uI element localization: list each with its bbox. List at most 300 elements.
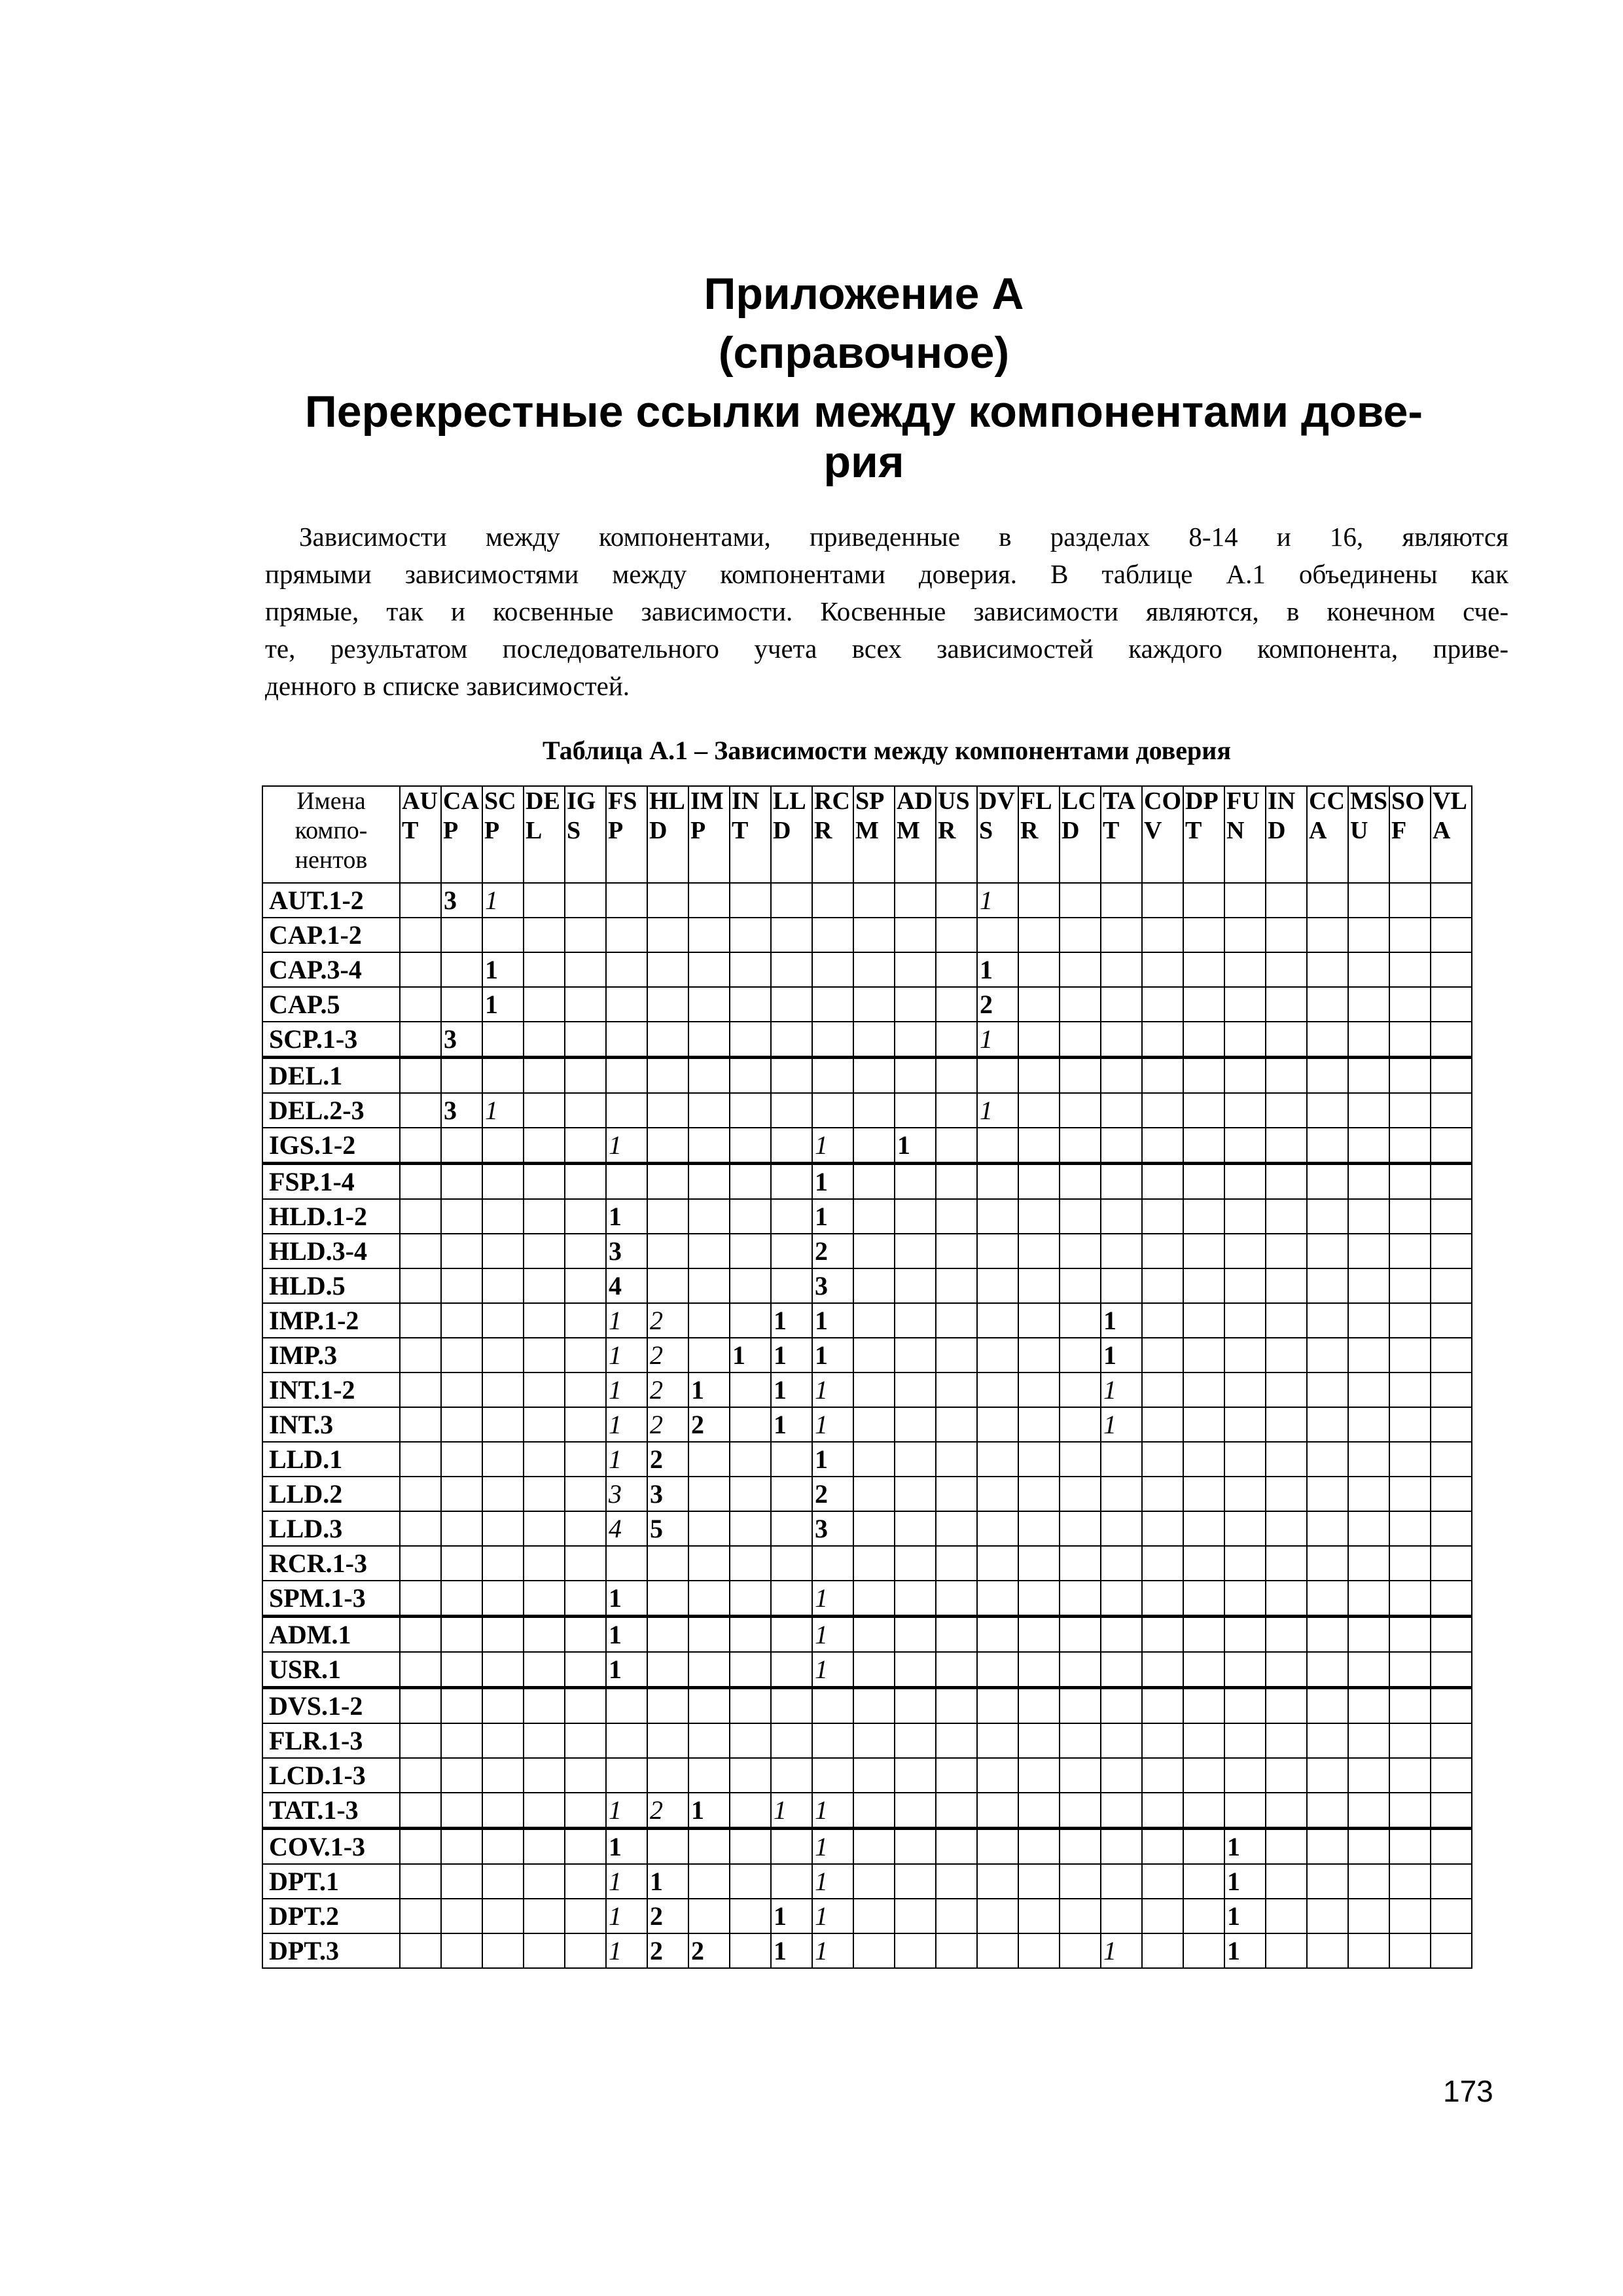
- table-cell: 1: [606, 1372, 647, 1407]
- table-cell: [1060, 1829, 1101, 1865]
- table-cell: [688, 1234, 730, 1268]
- row-name: FLR.1-3: [262, 1723, 400, 1758]
- table-cell: [441, 952, 482, 987]
- table-cell: [1307, 1303, 1348, 1338]
- table-cell: [1060, 1793, 1101, 1829]
- table-cell: [730, 1581, 771, 1617]
- table-cell: [1389, 1758, 1431, 1793]
- table-cell: [1183, 1511, 1224, 1546]
- table-cell: [1142, 1933, 1183, 1968]
- table-cell: 1: [812, 1829, 853, 1865]
- column-header-sof: [1389, 786, 1431, 883]
- table-cell: [1431, 1581, 1472, 1617]
- table-cell: [1060, 1652, 1101, 1688]
- table-cell: [895, 1303, 936, 1338]
- table-cell: [1018, 987, 1060, 1022]
- table-cell: [482, 1899, 524, 1933]
- table-cell: [771, 1058, 812, 1094]
- table-cell: [1389, 1477, 1431, 1511]
- table-cell: [1431, 1511, 1472, 1546]
- table-cell: [1307, 1234, 1348, 1268]
- table-cell: [524, 1128, 565, 1164]
- table-cell: [1018, 1234, 1060, 1268]
- table-cell: [1060, 1442, 1101, 1477]
- table-cell: [400, 1793, 441, 1829]
- table-cell: [1183, 1268, 1224, 1303]
- column-code: USR: [938, 787, 970, 844]
- table-cell: [1060, 1407, 1101, 1442]
- table-cell: 1: [771, 1793, 812, 1829]
- table-cell: [441, 1058, 482, 1094]
- table-cell: 2: [977, 987, 1018, 1022]
- table-cell: [524, 1899, 565, 1933]
- table-cell: [441, 1933, 482, 1968]
- table-cell: [771, 883, 812, 918]
- table-cell: [936, 1793, 977, 1829]
- table-cell: [400, 1022, 441, 1058]
- table-cell: [1266, 1933, 1307, 1968]
- column-code: AUT: [402, 787, 438, 844]
- table-cell: [1060, 1688, 1101, 1724]
- table-cell: 1: [1101, 1372, 1142, 1407]
- table-cell: [606, 987, 647, 1022]
- appendix-title: Приложение А: [704, 269, 1024, 319]
- table-cell: [977, 1899, 1018, 1933]
- table-cell: [1389, 1652, 1431, 1688]
- table-cell: [565, 1164, 606, 1200]
- table-cell: [895, 1617, 936, 1653]
- table-cell: [1183, 1128, 1224, 1164]
- table-cell: [1101, 883, 1142, 918]
- table-cell: [1307, 1058, 1348, 1094]
- table-cell: [853, 1829, 895, 1865]
- table-cell: [977, 1688, 1018, 1724]
- table-cell: [853, 1933, 895, 1968]
- table-cell: [1266, 883, 1307, 918]
- table-cell: [688, 1093, 730, 1128]
- table-cell: [1348, 1581, 1389, 1617]
- table-cell: [400, 1372, 441, 1407]
- table-cell: [1224, 952, 1266, 987]
- table-cell: [1389, 1199, 1431, 1234]
- row-name: DEL.2-3: [262, 1093, 400, 1128]
- table-cell: [606, 1093, 647, 1128]
- table-cell: [441, 1864, 482, 1899]
- table-cell: [565, 1617, 606, 1653]
- table-cell: [1142, 1442, 1183, 1477]
- table-cell: [1224, 1652, 1266, 1688]
- table-cell: [1389, 1338, 1431, 1372]
- table-cell: [688, 1199, 730, 1234]
- table-cell: [936, 1234, 977, 1268]
- table-cell: [565, 1058, 606, 1094]
- table-cell: [524, 1688, 565, 1724]
- table-cell: [565, 1723, 606, 1758]
- table-cell: [688, 1128, 730, 1164]
- table-cell: [977, 1511, 1018, 1546]
- table-cell: [812, 1688, 853, 1724]
- table-cell: [1101, 1758, 1142, 1793]
- paragraph-line: Зависимости между компонентами, приведенные в разделах 8-14 и 16, являются: [299, 522, 1508, 552]
- table-cell: [1431, 1758, 1472, 1793]
- table-cell: [482, 1829, 524, 1865]
- table-cell: [977, 1829, 1018, 1865]
- table-cell: [400, 1617, 441, 1653]
- table-cell: [977, 1617, 1018, 1653]
- table-cell: [730, 1933, 771, 1968]
- table-cell: 1: [482, 883, 524, 918]
- row-name: CAP.5: [262, 987, 400, 1022]
- table-cell: [400, 1303, 441, 1338]
- table-cell: [441, 1793, 482, 1829]
- table-cell: [647, 1723, 688, 1758]
- table-cell: 1: [771, 1899, 812, 1933]
- table-row: [262, 1303, 1472, 1338]
- table-cell: [1060, 987, 1101, 1022]
- table-cell: [1307, 1829, 1348, 1865]
- table-cell: [853, 918, 895, 952]
- table-cell: [1183, 1407, 1224, 1442]
- table-row: [262, 883, 1472, 918]
- table-cell: [895, 1899, 936, 1933]
- table-cell: [771, 1128, 812, 1164]
- table-cell: [895, 1546, 936, 1581]
- table-cell: [1307, 1477, 1348, 1511]
- table-row: [262, 1617, 1472, 1653]
- table-cell: [895, 1442, 936, 1477]
- table-cell: [1389, 1407, 1431, 1442]
- table-cell: [1389, 1022, 1431, 1058]
- table-cell: [1142, 1372, 1183, 1407]
- table-cell: [977, 1303, 1018, 1338]
- table-cell: [1431, 1442, 1472, 1477]
- table-cell: [688, 987, 730, 1022]
- table-cell: [688, 1338, 730, 1372]
- table-cell: [1101, 1268, 1142, 1303]
- table-cell: [853, 1511, 895, 1546]
- table-cell: [771, 1829, 812, 1865]
- table-cell: [1266, 1164, 1307, 1200]
- table-cell: [400, 1268, 441, 1303]
- table-cell: [1142, 1688, 1183, 1724]
- table-cell: [812, 952, 853, 987]
- table-cell: [1307, 1128, 1348, 1164]
- row-name: LCD.1-3: [262, 1758, 400, 1793]
- table-row: [262, 1372, 1472, 1407]
- table-cell: [853, 1723, 895, 1758]
- table-cell: [524, 1511, 565, 1546]
- table-cell: [1018, 918, 1060, 952]
- table-cell: [524, 1864, 565, 1899]
- table-row: [262, 1164, 1472, 1200]
- table-cell: [1348, 1303, 1389, 1338]
- paragraph-line: денного в списке зависимостей.: [265, 671, 630, 701]
- table-cell: [853, 1338, 895, 1372]
- table-cell: [1101, 987, 1142, 1022]
- row-name: AUT.1-2: [262, 883, 400, 918]
- table-cell: [936, 1829, 977, 1865]
- column-header-tat: [1101, 786, 1142, 883]
- table-cell: [482, 1268, 524, 1303]
- column-header-aut: [400, 786, 441, 883]
- table-cell: [1183, 1164, 1224, 1200]
- table-cell: [895, 1652, 936, 1688]
- table-cell: [482, 1407, 524, 1442]
- table-cell: [730, 1164, 771, 1200]
- table-cell: [524, 1617, 565, 1653]
- table-cell: [524, 1268, 565, 1303]
- table-cell: [1348, 1899, 1389, 1933]
- table-cell: 1: [1101, 1303, 1142, 1338]
- table-cell: [441, 1372, 482, 1407]
- column-header-fun: [1224, 786, 1266, 883]
- table-cell: [936, 952, 977, 987]
- table-cell: [565, 1511, 606, 1546]
- column-code: RCR: [814, 787, 850, 844]
- table-cell: [688, 1442, 730, 1477]
- table-cell: [482, 1546, 524, 1581]
- table-row: [262, 1758, 1472, 1793]
- table-row: [262, 1899, 1472, 1933]
- table-cell: [1142, 1899, 1183, 1933]
- table-cell: [977, 1372, 1018, 1407]
- table-cell: [936, 1477, 977, 1511]
- table-cell: [1101, 1829, 1142, 1865]
- table-cell: [936, 1303, 977, 1338]
- page-number: 173: [1443, 2074, 1493, 2108]
- table-cell: [1018, 883, 1060, 918]
- table-cell: [1431, 1688, 1472, 1724]
- table-cell: [812, 1758, 853, 1793]
- table-cell: [482, 1022, 524, 1058]
- table-cell: [482, 1758, 524, 1793]
- table-cell: [936, 1372, 977, 1407]
- table-cell: 1: [812, 1128, 853, 1164]
- table-cell: 1: [812, 1899, 853, 1933]
- header-names-cell: Имена компо- нентов: [262, 786, 400, 883]
- row-name: SCP.1-3: [262, 1022, 400, 1058]
- table-cell: [977, 1864, 1018, 1899]
- table-cell: [853, 1199, 895, 1234]
- table-cell: [1348, 1164, 1389, 1200]
- table-cell: [895, 1058, 936, 1094]
- table-cell: [936, 1899, 977, 1933]
- table-cell: [441, 1303, 482, 1338]
- table-cell: [1018, 1829, 1060, 1865]
- table-cell: [400, 1829, 441, 1865]
- table-cell: [441, 1407, 482, 1442]
- table-row: [262, 918, 1472, 952]
- column-header-imp: [688, 786, 730, 883]
- table-cell: [400, 1723, 441, 1758]
- row-name: RCR.1-3: [262, 1546, 400, 1581]
- table-cell: [895, 987, 936, 1022]
- table-cell: 1: [812, 1652, 853, 1688]
- table-row: [262, 1864, 1472, 1899]
- table-cell: [1266, 1234, 1307, 1268]
- table-cell: [936, 1164, 977, 1200]
- table-cell: [730, 1899, 771, 1933]
- table-cell: [1142, 1407, 1183, 1442]
- table-cell: [1266, 1128, 1307, 1164]
- table-cell: [524, 1581, 565, 1617]
- table-cell: [1224, 1407, 1266, 1442]
- table-cell: 1: [895, 1128, 936, 1164]
- table-cell: [524, 987, 565, 1022]
- table-cell: [730, 1652, 771, 1688]
- table-cell: [1224, 1442, 1266, 1477]
- table-cell: [647, 1688, 688, 1724]
- table-cell: [1018, 1864, 1060, 1899]
- table-cell: [1431, 1652, 1472, 1688]
- table-cell: 1: [606, 1864, 647, 1899]
- table-cell: [1348, 1688, 1389, 1724]
- table-cell: [812, 987, 853, 1022]
- table-cell: 1: [812, 1303, 853, 1338]
- table-cell: [647, 1617, 688, 1653]
- table-cell: 2: [647, 1442, 688, 1477]
- table-cell: [936, 1652, 977, 1688]
- table-cell: [1307, 1442, 1348, 1477]
- table-cell: [688, 1723, 730, 1758]
- table-cell: [482, 1933, 524, 1968]
- table-cell: [1307, 1546, 1348, 1581]
- table-cell: [1307, 883, 1348, 918]
- table-cell: [1183, 1199, 1224, 1234]
- table-cell: [1431, 1022, 1472, 1058]
- table-cell: [1183, 1442, 1224, 1477]
- table-cell: [730, 1093, 771, 1128]
- column-header-hld: [647, 786, 688, 883]
- column-code: SPM: [855, 787, 885, 844]
- table-cell: [853, 1022, 895, 1058]
- table-cell: [853, 1899, 895, 1933]
- table-cell: [400, 883, 441, 918]
- table-cell: [524, 1338, 565, 1372]
- table-cell: [895, 1372, 936, 1407]
- table-cell: [1183, 987, 1224, 1022]
- table-cell: [1266, 1022, 1307, 1058]
- table-cell: 3: [441, 883, 482, 918]
- table-cell: [1018, 1511, 1060, 1546]
- table-cell: [730, 1268, 771, 1303]
- table-cell: [1307, 987, 1348, 1022]
- table-cell: [730, 1128, 771, 1164]
- table-cell: [853, 952, 895, 987]
- table-cell: [606, 952, 647, 987]
- table-cell: [441, 1546, 482, 1581]
- table-cell: [853, 1128, 895, 1164]
- table-cell: [441, 1442, 482, 1477]
- table-cell: [1389, 1128, 1431, 1164]
- table-cell: [565, 1899, 606, 1933]
- row-name: FSP.1-4: [262, 1164, 400, 1200]
- table-cell: [812, 918, 853, 952]
- table-cell: [1060, 1303, 1101, 1338]
- table-cell: 4: [606, 1268, 647, 1303]
- table-cell: [688, 1617, 730, 1653]
- table-cell: [730, 1477, 771, 1511]
- table-cell: 1: [812, 1793, 853, 1829]
- table-cell: [1266, 1093, 1307, 1128]
- row-name: DPT.1: [262, 1864, 400, 1899]
- table-cell: [771, 1864, 812, 1899]
- table-cell: 1: [812, 1199, 853, 1234]
- table-cell: [853, 1407, 895, 1442]
- table-cell: [1307, 1164, 1348, 1200]
- table-cell: [1307, 1372, 1348, 1407]
- table-cell: [1431, 1164, 1472, 1200]
- table-cell: [730, 1617, 771, 1653]
- table-cell: [1431, 1723, 1472, 1758]
- table-cell: [771, 1617, 812, 1653]
- table-cell: [606, 1022, 647, 1058]
- table-cell: [400, 1899, 441, 1933]
- table-cell: [1060, 952, 1101, 987]
- table-cell: 1: [812, 1164, 853, 1200]
- row-name: INT.3: [262, 1407, 400, 1442]
- row-name: LLD.3: [262, 1511, 400, 1546]
- table-cell: [1101, 1022, 1142, 1058]
- table-cell: [565, 1793, 606, 1829]
- table-cell: [1183, 1338, 1224, 1372]
- table-cell: [1224, 1688, 1266, 1724]
- table-cell: 1: [688, 1372, 730, 1407]
- appendix-heading-line1: Перекрестные ссылки между компонентами дове-: [304, 387, 1423, 437]
- table-cell: [482, 1581, 524, 1617]
- table-cell: [1389, 1442, 1431, 1477]
- table-cell: [1389, 883, 1431, 918]
- table-cell: [1142, 1303, 1183, 1338]
- table-cell: [1389, 1581, 1431, 1617]
- table-cell: [565, 1864, 606, 1899]
- table-cell: [482, 1128, 524, 1164]
- table-cell: [771, 952, 812, 987]
- table-cell: [1266, 1581, 1307, 1617]
- table-cell: 3: [812, 1511, 853, 1546]
- table-cell: [853, 1303, 895, 1338]
- table-cell: [482, 1199, 524, 1234]
- table-cell: [565, 1652, 606, 1688]
- table-cell: [936, 1688, 977, 1724]
- table-cell: [647, 918, 688, 952]
- table-cell: [688, 1864, 730, 1899]
- table-cell: [1224, 1372, 1266, 1407]
- table-cell: [565, 1477, 606, 1511]
- table-cell: [730, 1688, 771, 1724]
- table-cell: [1224, 1058, 1266, 1094]
- table-cell: [524, 1758, 565, 1793]
- table-cell: [1266, 987, 1307, 1022]
- table-cell: 2: [647, 1407, 688, 1442]
- table-cell: [1389, 1829, 1431, 1865]
- table-cell: [853, 1234, 895, 1268]
- table-cell: [1266, 1758, 1307, 1793]
- table-cell: [771, 1093, 812, 1128]
- table-cell: [1101, 1793, 1142, 1829]
- column-code: TAT: [1103, 787, 1135, 844]
- table-row: [262, 1407, 1472, 1442]
- table-cell: [688, 1164, 730, 1200]
- table-cell: [1307, 1688, 1348, 1724]
- table-cell: [482, 1652, 524, 1688]
- table-cell: [606, 1164, 647, 1200]
- table-cell: [482, 1617, 524, 1653]
- table-cell: [895, 1723, 936, 1758]
- table-cell: [1060, 1477, 1101, 1511]
- table-cell: [1142, 1758, 1183, 1793]
- table-cell: 1: [647, 1864, 688, 1899]
